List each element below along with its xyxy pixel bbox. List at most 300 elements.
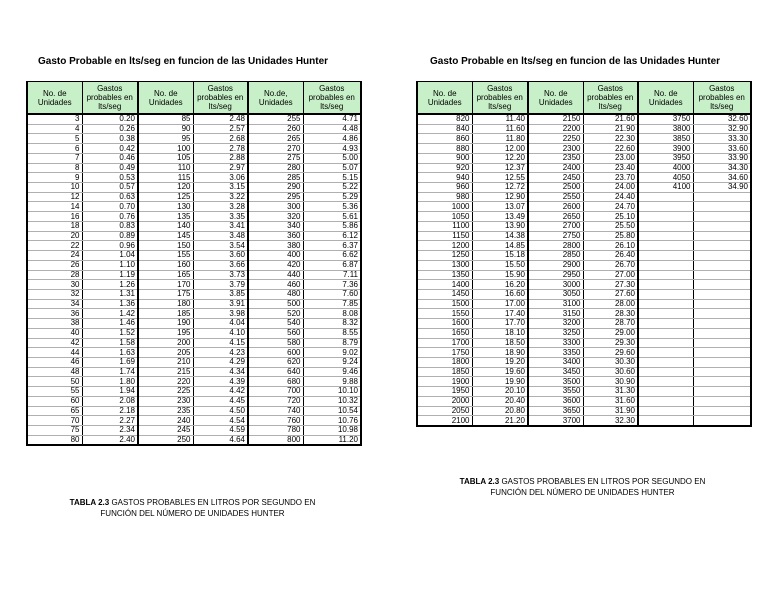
units-cell-1: 46 bbox=[27, 357, 82, 367]
flow-cell-1: 20.80 bbox=[472, 406, 528, 416]
table-row bbox=[27, 328, 361, 338]
units-cell-2: 3100 bbox=[528, 299, 583, 309]
flow-cell-3: 8.55 bbox=[303, 328, 361, 338]
flow-cell-1: 11.40 bbox=[472, 114, 528, 124]
units-cell-3 bbox=[638, 319, 693, 329]
flow-cell-3: 32.60 bbox=[693, 114, 751, 124]
units-cell-1: 3 bbox=[27, 114, 82, 124]
units-cell-2: 120 bbox=[138, 183, 193, 193]
table-row bbox=[417, 221, 751, 231]
units-cell-1: 70 bbox=[27, 416, 82, 426]
flow-cell-2: 3.79 bbox=[193, 280, 248, 290]
units-cell-1: 1700 bbox=[417, 338, 472, 348]
units-cell-3: 4050 bbox=[638, 173, 693, 183]
table-row bbox=[417, 367, 751, 377]
units-cell-2: 205 bbox=[138, 348, 193, 358]
flow-cell-1: 1.69 bbox=[82, 357, 138, 367]
table-row bbox=[27, 377, 361, 387]
units-cell-2: 100 bbox=[138, 144, 193, 154]
units-cell-3 bbox=[638, 260, 693, 270]
units-cell-2: 3600 bbox=[528, 396, 583, 406]
table-row bbox=[417, 396, 751, 406]
units-cell-3: 275 bbox=[248, 153, 303, 163]
units-cell-3 bbox=[638, 221, 693, 231]
flow-cell-1: 13.07 bbox=[472, 202, 528, 212]
units-cell-3 bbox=[638, 289, 693, 299]
units-cell-3 bbox=[638, 251, 693, 261]
flow-cell-3 bbox=[693, 221, 751, 231]
flow-cell-3 bbox=[693, 367, 751, 377]
left-table-caption bbox=[40, 497, 345, 519]
caption-text-2: FUNCIÓN DEL NÚMERO DE UNIDADES HUNTER bbox=[100, 509, 285, 518]
table-row bbox=[27, 396, 361, 406]
units-cell-2: 2500 bbox=[528, 183, 583, 193]
table-row bbox=[417, 241, 751, 251]
table-row bbox=[27, 134, 361, 144]
flow-cell-3: 9.46 bbox=[303, 367, 361, 377]
flow-cell-3 bbox=[693, 319, 751, 329]
table-row bbox=[417, 406, 751, 416]
flow-cell-2: 32.30 bbox=[583, 416, 638, 426]
units-cell-3 bbox=[638, 387, 693, 397]
flow-cell-3: 5.29 bbox=[303, 192, 361, 202]
table-row bbox=[417, 416, 751, 426]
flow-cell-3: 33.30 bbox=[693, 134, 751, 144]
table-row bbox=[417, 231, 751, 241]
flow-cell-2: 26.10 bbox=[583, 241, 638, 251]
table-row bbox=[417, 134, 751, 144]
units-cell-1: 20 bbox=[27, 231, 82, 241]
flow-cell-2: 4.64 bbox=[193, 435, 248, 445]
units-cell-3: 620 bbox=[248, 357, 303, 367]
units-cell-2: 180 bbox=[138, 299, 193, 309]
units-cell-2: 2650 bbox=[528, 212, 583, 222]
flow-cell-1: 1.58 bbox=[82, 338, 138, 348]
caption-text-1: GASTOS PROBABLES EN LITROS POR SEGUNDO EN bbox=[499, 477, 706, 486]
units-cell-2: 210 bbox=[138, 357, 193, 367]
units-cell-2: 110 bbox=[138, 163, 193, 173]
flow-cell-2: 4.23 bbox=[193, 348, 248, 358]
flow-cell-1: 1.26 bbox=[82, 280, 138, 290]
flow-cell-2: 31.60 bbox=[583, 396, 638, 406]
units-cell-1: 5 bbox=[27, 134, 82, 144]
flow-cell-1: 13.49 bbox=[472, 212, 528, 222]
units-cell-2: 3050 bbox=[528, 289, 583, 299]
units-cell-3: 260 bbox=[248, 124, 303, 134]
units-cell-1: 48 bbox=[27, 367, 82, 377]
flow-cell-2: 28.30 bbox=[583, 309, 638, 319]
flow-cell-3 bbox=[693, 260, 751, 270]
header-units-3: No.de, Unidades bbox=[248, 82, 303, 115]
table-row bbox=[417, 328, 751, 338]
units-cell-2: 3300 bbox=[528, 338, 583, 348]
flow-cell-1: 12.55 bbox=[472, 173, 528, 183]
flow-cell-3: 11.20 bbox=[303, 435, 361, 445]
table-row bbox=[27, 251, 361, 261]
flow-cell-1: 2.18 bbox=[82, 406, 138, 416]
units-cell-2: 170 bbox=[138, 280, 193, 290]
header-units-1: No. de Unidades bbox=[27, 82, 82, 115]
flow-cell-1: 0.70 bbox=[82, 202, 138, 212]
table-row bbox=[27, 357, 361, 367]
units-cell-1: 26 bbox=[27, 260, 82, 270]
flow-cell-2: 3.98 bbox=[193, 309, 248, 319]
units-cell-3: 520 bbox=[248, 309, 303, 319]
units-cell-3: 320 bbox=[248, 212, 303, 222]
units-cell-1: 880 bbox=[417, 144, 472, 154]
flow-cell-1: 19.60 bbox=[472, 367, 528, 377]
header-flow-3: Gastos probables en lts/seg bbox=[693, 82, 751, 115]
table-row bbox=[417, 270, 751, 280]
units-cell-1: 50 bbox=[27, 377, 82, 387]
flow-cell-1: 0.63 bbox=[82, 192, 138, 202]
units-cell-2: 3250 bbox=[528, 328, 583, 338]
units-cell-2: 2450 bbox=[528, 173, 583, 183]
header-units-2: No. de Unidades bbox=[528, 82, 583, 115]
flow-cell-2: 31.30 bbox=[583, 387, 638, 397]
units-cell-1: 7 bbox=[27, 153, 82, 163]
units-cell-1: 2100 bbox=[417, 416, 472, 426]
units-cell-3: 400 bbox=[248, 251, 303, 261]
flow-cell-1: 17.40 bbox=[472, 309, 528, 319]
flow-cell-3: 9.02 bbox=[303, 348, 361, 358]
flow-cell-1: 0.49 bbox=[82, 163, 138, 173]
units-cell-1: 840 bbox=[417, 124, 472, 134]
units-cell-1: 900 bbox=[417, 153, 472, 163]
units-cell-3: 500 bbox=[248, 299, 303, 309]
flow-cell-1: 1.36 bbox=[82, 299, 138, 309]
units-cell-1: 1250 bbox=[417, 251, 472, 261]
table-row bbox=[27, 173, 361, 183]
flow-cell-1: 18.90 bbox=[472, 348, 528, 358]
units-cell-1: 22 bbox=[27, 241, 82, 251]
units-cell-3 bbox=[638, 202, 693, 212]
units-cell-2: 230 bbox=[138, 396, 193, 406]
units-cell-1: 75 bbox=[27, 426, 82, 436]
units-cell-2: 215 bbox=[138, 367, 193, 377]
flow-cell-3 bbox=[693, 338, 751, 348]
units-cell-1: 6 bbox=[27, 144, 82, 154]
units-cell-2: 2600 bbox=[528, 202, 583, 212]
units-cell-3: 3950 bbox=[638, 153, 693, 163]
flow-cell-1: 20.40 bbox=[472, 396, 528, 406]
flow-cell-2: 4.45 bbox=[193, 396, 248, 406]
units-cell-2: 200 bbox=[138, 338, 193, 348]
flow-cell-3 bbox=[693, 241, 751, 251]
units-cell-3 bbox=[638, 416, 693, 426]
flow-cell-3: 5.07 bbox=[303, 163, 361, 173]
flow-cell-3: 34.90 bbox=[693, 183, 751, 193]
flow-cell-1: 2.40 bbox=[82, 435, 138, 445]
units-cell-1: 40 bbox=[27, 328, 82, 338]
units-cell-2: 2750 bbox=[528, 231, 583, 241]
flow-cell-2: 25.80 bbox=[583, 231, 638, 241]
units-cell-2: 2850 bbox=[528, 251, 583, 261]
units-cell-3 bbox=[638, 357, 693, 367]
flow-cell-3 bbox=[693, 289, 751, 299]
flow-cell-2: 27.00 bbox=[583, 270, 638, 280]
units-cell-2: 2550 bbox=[528, 192, 583, 202]
flow-cell-1: 16.20 bbox=[472, 280, 528, 290]
units-cell-2: 245 bbox=[138, 426, 193, 436]
flow-cell-1: 0.96 bbox=[82, 241, 138, 251]
flow-cell-1: 18.50 bbox=[472, 338, 528, 348]
units-cell-2: 220 bbox=[138, 377, 193, 387]
table-row bbox=[27, 416, 361, 426]
units-cell-3: 680 bbox=[248, 377, 303, 387]
units-cell-3: 560 bbox=[248, 328, 303, 338]
flow-cell-1: 0.57 bbox=[82, 183, 138, 193]
flow-cell-1: 1.42 bbox=[82, 309, 138, 319]
table-row bbox=[27, 299, 361, 309]
units-cell-2: 165 bbox=[138, 270, 193, 280]
flow-cell-1: 1.80 bbox=[82, 377, 138, 387]
flow-cell-3: 10.32 bbox=[303, 396, 361, 406]
units-cell-3: 480 bbox=[248, 289, 303, 299]
units-cell-3: 4100 bbox=[638, 183, 693, 193]
units-cell-3 bbox=[638, 241, 693, 251]
flow-cell-3: 8.32 bbox=[303, 319, 361, 329]
flow-cell-3 bbox=[693, 357, 751, 367]
units-cell-2: 175 bbox=[138, 289, 193, 299]
table-row bbox=[27, 231, 361, 241]
flow-cell-2: 4.29 bbox=[193, 357, 248, 367]
flow-cell-1: 15.90 bbox=[472, 270, 528, 280]
units-cell-2: 235 bbox=[138, 406, 193, 416]
flow-cell-2: 4.10 bbox=[193, 328, 248, 338]
units-cell-1: 1400 bbox=[417, 280, 472, 290]
flow-cell-2: 3.73 bbox=[193, 270, 248, 280]
units-cell-3: 285 bbox=[248, 173, 303, 183]
units-cell-3: 760 bbox=[248, 416, 303, 426]
flow-cell-2: 4.54 bbox=[193, 416, 248, 426]
flow-cell-2: 3.91 bbox=[193, 299, 248, 309]
units-cell-1: 2000 bbox=[417, 396, 472, 406]
flow-cell-3: 5.00 bbox=[303, 153, 361, 163]
flow-cell-2: 30.90 bbox=[583, 377, 638, 387]
flow-cell-2: 25.10 bbox=[583, 212, 638, 222]
units-cell-3: 340 bbox=[248, 221, 303, 231]
units-cell-1: 60 bbox=[27, 396, 82, 406]
units-cell-3: 540 bbox=[248, 319, 303, 329]
header-flow-3: Gastos probables en lts/seg bbox=[303, 82, 361, 115]
table-row bbox=[27, 387, 361, 397]
flow-cell-3 bbox=[693, 270, 751, 280]
units-cell-3: 600 bbox=[248, 348, 303, 358]
flow-cell-1: 12.00 bbox=[472, 144, 528, 154]
units-cell-2: 195 bbox=[138, 328, 193, 338]
table-row bbox=[417, 114, 751, 124]
units-cell-3: 295 bbox=[248, 192, 303, 202]
flow-cell-2: 21.90 bbox=[583, 124, 638, 134]
caption-label: TABLA 2.3 bbox=[459, 477, 500, 486]
flow-cell-2: 3.15 bbox=[193, 183, 248, 193]
table-row bbox=[417, 183, 751, 193]
flow-cell-1: 15.18 bbox=[472, 251, 528, 261]
flow-cell-2: 3.06 bbox=[193, 173, 248, 183]
units-cell-1: 1100 bbox=[417, 221, 472, 231]
flow-cell-2: 29.30 bbox=[583, 338, 638, 348]
table-row bbox=[27, 183, 361, 193]
flow-cell-3: 7.85 bbox=[303, 299, 361, 309]
header-units-1: No. de Unidades bbox=[417, 82, 472, 115]
table-header-row bbox=[27, 82, 361, 115]
flow-cell-2: 3.48 bbox=[193, 231, 248, 241]
units-cell-3: 420 bbox=[248, 260, 303, 270]
units-cell-2: 2350 bbox=[528, 153, 583, 163]
flow-cell-3 bbox=[693, 328, 751, 338]
flow-cell-1: 15.50 bbox=[472, 260, 528, 270]
flow-cell-2: 23.00 bbox=[583, 153, 638, 163]
table-row bbox=[27, 114, 361, 124]
flow-cell-3: 34.30 bbox=[693, 163, 751, 173]
units-cell-1: 30 bbox=[27, 280, 82, 290]
units-cell-2: 3650 bbox=[528, 406, 583, 416]
units-cell-3: 360 bbox=[248, 231, 303, 241]
units-cell-2: 3700 bbox=[528, 416, 583, 426]
table-row bbox=[27, 212, 361, 222]
units-cell-2: 145 bbox=[138, 231, 193, 241]
units-cell-2: 2900 bbox=[528, 260, 583, 270]
header-flow-1: Gastos probables en lts/seg bbox=[82, 82, 138, 115]
units-cell-2: 2150 bbox=[528, 114, 583, 124]
right-table-caption bbox=[430, 476, 735, 498]
units-cell-3 bbox=[638, 377, 693, 387]
table-row bbox=[27, 280, 361, 290]
units-cell-1: 920 bbox=[417, 163, 472, 173]
table-row bbox=[27, 221, 361, 231]
units-cell-1: 1850 bbox=[417, 367, 472, 377]
flow-cell-3: 4.93 bbox=[303, 144, 361, 154]
flow-cell-2: 3.60 bbox=[193, 251, 248, 261]
table-row bbox=[417, 202, 751, 212]
table-row bbox=[417, 377, 751, 387]
units-cell-1: 1500 bbox=[417, 299, 472, 309]
units-cell-3: 290 bbox=[248, 183, 303, 193]
units-cell-3: 300 bbox=[248, 202, 303, 212]
units-cell-2: 160 bbox=[138, 260, 193, 270]
flow-cell-1: 17.00 bbox=[472, 299, 528, 309]
flow-cell-3 bbox=[693, 251, 751, 261]
flow-cell-2: 2.57 bbox=[193, 124, 248, 134]
flow-cell-1: 1.52 bbox=[82, 328, 138, 338]
table-row bbox=[27, 309, 361, 319]
caption-text-1: GASTOS PROBABLES EN LITROS POR SEGUNDO EN bbox=[109, 498, 316, 507]
units-cell-1: 36 bbox=[27, 309, 82, 319]
units-cell-1: 12 bbox=[27, 192, 82, 202]
units-cell-2: 225 bbox=[138, 387, 193, 397]
flow-cell-2: 23.70 bbox=[583, 173, 638, 183]
units-cell-3: 3900 bbox=[638, 144, 693, 154]
flow-cell-1: 1.10 bbox=[82, 260, 138, 270]
table-row bbox=[417, 212, 751, 222]
units-cell-1: 1000 bbox=[417, 202, 472, 212]
flow-cell-2: 31.90 bbox=[583, 406, 638, 416]
table-row bbox=[417, 124, 751, 134]
units-cell-3: 265 bbox=[248, 134, 303, 144]
units-cell-1: 18 bbox=[27, 221, 82, 231]
units-cell-3 bbox=[638, 348, 693, 358]
units-cell-1: 14 bbox=[27, 202, 82, 212]
flow-cell-2: 4.42 bbox=[193, 387, 248, 397]
units-cell-1: 10 bbox=[27, 183, 82, 193]
flow-cell-3: 7.36 bbox=[303, 280, 361, 290]
flow-cell-1: 12.72 bbox=[472, 183, 528, 193]
flow-cell-3: 5.36 bbox=[303, 202, 361, 212]
header-flow-1: Gastos probables en lts/seg bbox=[472, 82, 528, 115]
header-units-3: No. de Unidades bbox=[638, 82, 693, 115]
table-row bbox=[27, 406, 361, 416]
flow-cell-1: 12.90 bbox=[472, 192, 528, 202]
flow-cell-2: 27.30 bbox=[583, 280, 638, 290]
units-cell-2: 95 bbox=[138, 134, 193, 144]
flow-cell-1: 0.46 bbox=[82, 153, 138, 163]
flow-cell-3 bbox=[693, 396, 751, 406]
flow-cell-3: 8.08 bbox=[303, 309, 361, 319]
flow-cell-3: 9.88 bbox=[303, 377, 361, 387]
table-row bbox=[27, 435, 361, 445]
table-row bbox=[27, 153, 361, 163]
flow-cell-2: 3.22 bbox=[193, 192, 248, 202]
units-cell-1: 1800 bbox=[417, 357, 472, 367]
flow-cell-2: 2.88 bbox=[193, 153, 248, 163]
units-cell-3 bbox=[638, 338, 693, 348]
units-cell-3 bbox=[638, 280, 693, 290]
flow-cell-3: 9.24 bbox=[303, 357, 361, 367]
flow-cell-2: 29.00 bbox=[583, 328, 638, 338]
flow-cell-1: 0.42 bbox=[82, 144, 138, 154]
flow-cell-3 bbox=[693, 231, 751, 241]
flow-cell-3 bbox=[693, 280, 751, 290]
table-row bbox=[417, 348, 751, 358]
units-cell-1: 2050 bbox=[417, 406, 472, 416]
flow-cell-1: 19.90 bbox=[472, 377, 528, 387]
units-cell-2: 3450 bbox=[528, 367, 583, 377]
table-row bbox=[417, 153, 751, 163]
units-cell-2: 135 bbox=[138, 212, 193, 222]
table-row bbox=[27, 338, 361, 348]
flow-cell-2: 24.40 bbox=[583, 192, 638, 202]
units-cell-3: 720 bbox=[248, 396, 303, 406]
units-cell-3 bbox=[638, 406, 693, 416]
units-cell-1: 1200 bbox=[417, 241, 472, 251]
table-row bbox=[27, 260, 361, 270]
units-cell-1: 820 bbox=[417, 114, 472, 124]
flow-cell-3: 7.60 bbox=[303, 289, 361, 299]
table-row bbox=[27, 289, 361, 299]
flow-cell-2: 2.78 bbox=[193, 144, 248, 154]
units-cell-1: 8 bbox=[27, 163, 82, 173]
flow-cell-3: 32.90 bbox=[693, 124, 751, 134]
units-cell-1: 24 bbox=[27, 251, 82, 261]
units-cell-3: 3800 bbox=[638, 124, 693, 134]
flow-cell-2: 28.00 bbox=[583, 299, 638, 309]
units-cell-3 bbox=[638, 309, 693, 319]
units-cell-1: 55 bbox=[27, 387, 82, 397]
flow-cell-3: 33.90 bbox=[693, 153, 751, 163]
table-row bbox=[417, 144, 751, 154]
table-row bbox=[27, 426, 361, 436]
flow-cell-1: 21.20 bbox=[472, 416, 528, 426]
flow-cell-1: 1.19 bbox=[82, 270, 138, 280]
flow-cell-3: 5.61 bbox=[303, 212, 361, 222]
units-cell-1: 1650 bbox=[417, 328, 472, 338]
flow-cell-2: 2.48 bbox=[193, 114, 248, 124]
header-flow-2: Gastos probables en lts/seg bbox=[193, 82, 248, 115]
units-cell-3 bbox=[638, 396, 693, 406]
flow-cell-3: 6.62 bbox=[303, 251, 361, 261]
units-cell-2: 115 bbox=[138, 173, 193, 183]
